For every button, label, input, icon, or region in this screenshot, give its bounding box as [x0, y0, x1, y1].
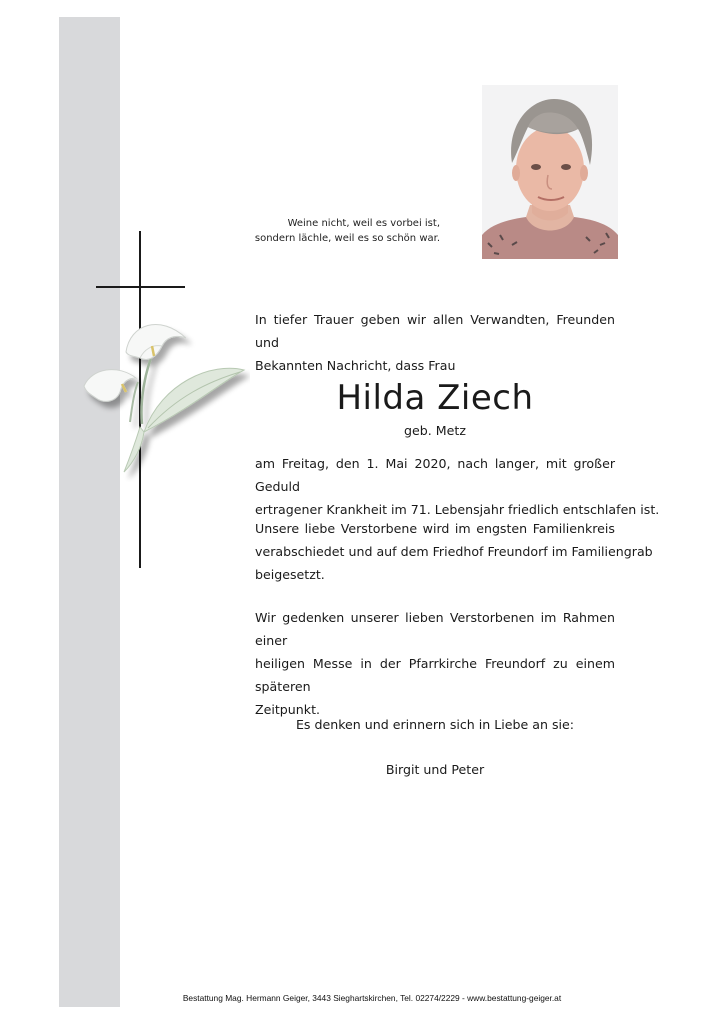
cross-bar	[96, 286, 185, 288]
funeral-home-footer: Bestattung Mag. Hermann Geiger, 3443 Sieghartskirchen, Tel. 02274/2229 - www.bestattung-geiger.at	[182, 993, 562, 1003]
burial-line: verabschiedet und auf dem Friedhof Freundorf im Familiengrab	[255, 544, 653, 559]
death-notice-paragraph	[255, 452, 660, 521]
mass-line: Wir gedenken unserer lieben Verstorbenen im Rahmen einer	[255, 610, 615, 648]
side-band	[59, 17, 120, 1007]
mass-line: Zeitpunkt.	[255, 702, 321, 717]
mass-line: heiligen Messe in der Pfarrkirche Freundorf zu einem späteren	[255, 656, 615, 694]
death-notice-line: ertragener Krankheit im 71. Lebensjahr friedlich entschlafen ist.	[255, 502, 660, 517]
lily-icon	[82, 312, 250, 482]
closing-line: Es denken und erinnern sich in Liebe an sie:	[295, 717, 575, 732]
burial-line: Unsere liebe Verstorbene wird im engsten Familienkreis	[255, 521, 615, 536]
signers: Birgit und Peter	[385, 762, 485, 777]
portrait-photo	[482, 85, 618, 259]
intro-paragraph	[255, 308, 615, 377]
memorial-quote	[228, 216, 440, 246]
death-notice-line: am Freitag, den 1. Mai 2020, nach langer, mit großer Geduld	[255, 456, 615, 494]
intro-line: Bekannten Nachricht, dass Frau	[255, 358, 456, 373]
quote-line: Weine nicht, weil es vorbei ist,	[287, 218, 440, 229]
deceased-name: Hilda Ziech	[336, 378, 534, 418]
quote-line: sondern lächle, weil es so schön war.	[254, 233, 440, 244]
mass-paragraph	[255, 606, 615, 721]
burial-paragraph	[255, 517, 653, 586]
intro-line: In tiefer Trauer geben wir allen Verwandten, Freunden und	[255, 312, 615, 350]
maiden-name: geb. Metz	[404, 423, 466, 438]
burial-line: beigesetzt.	[255, 567, 325, 582]
